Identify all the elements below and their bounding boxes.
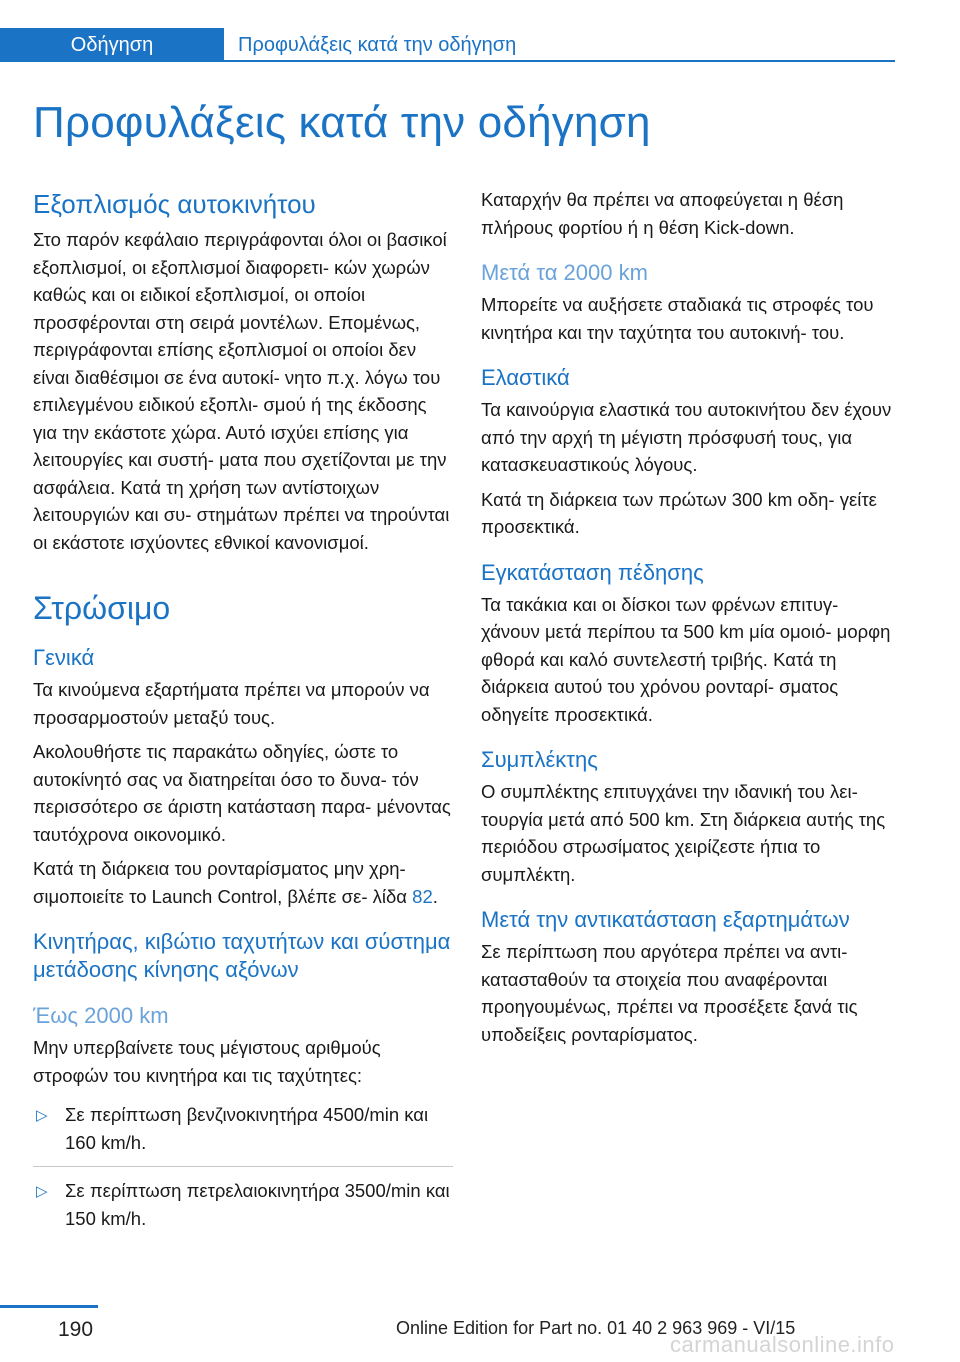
after-2000-body: Μπορείτε να αυξήσετε σταδιακά τις στροφές του κινητήρα και την ταχύτητα του αυτοκινή‐ του. <box>481 294 874 343</box>
breakin-heading: Στρώσιμο <box>33 590 171 626</box>
triangle-bullet-icon: ▷ <box>36 1107 48 1124</box>
page-link-82[interactable]: 82 <box>412 885 433 907</box>
brakes-p1: Τα τακάκια και οι δίσκοι των φρένων επιτυγ‐ χάνουν μετά περίπου τα 500 km μία ομοιό‐ μορφη φθορά και καλό συντελεστή τριβής. Κατά τη διάρκεια αυτού του χρόνου ρονταρί‐ σματος οδηγείτε προσεκτικά. <box>481 593 891 725</box>
page-header <box>0 28 895 62</box>
page-number: 190 <box>58 1318 94 1341</box>
footer-rule <box>0 1305 98 1308</box>
page-title: Προφυλάξεις κατά την οδήγηση <box>33 98 651 147</box>
chapter-tab[interactable]: Οδήγηση <box>0 28 224 62</box>
general-p1: Τα κινούμενα εξαρτήματα πρέπει να μπορούν να προσαρμοστούν μεταξύ τους. <box>33 679 430 728</box>
clutch-p1: Ο συμπλέκτης επιτυγχάνει την ιδανική του λει‐ τουργία μετά από 500 km. Στη διάρκεια αυτής της περιόδου στρωσίματος χειρίζεστε ήπια το συμπλέκτη. <box>481 781 886 885</box>
engine-body: Μην υπερβαίνετε τους μέγιστους αριθμούς στροφών του κινητήρα και τις ταχύτητες: <box>33 1037 381 1086</box>
right-column <box>481 186 901 1055</box>
equipment-body: Στο παρόν κεφάλαιο περιγράφονται όλοι οι βασικοί εξοπλισμοί, οι εξοπλισμοί διαφορετι‐ κών χωρών καθώς και οι ειδικοί εξοπλισμοί, οι οποίοι προσφέρονται στη σειρά μοντέλων. Επομένως, περιγράφονται επίσης εξοπλισμοί οι οποίοι δεν είναι διαθέσιμοι σε ένα αυτοκί‐ νητο π.χ. λόγω του επιλεγμένου ειδικού εξοπλι‐ σμού ή της έκδοσης για την εκάστοτε χώρα. Αυτό ισχύει επίσης για λειτουργίες και συστή‐ ματα που σχετίζονται με την ασφάλεια. Κατά τη χρήση των αντίστοιχων λειτουργιών και συ‐ στημάτων πρέπει να τηρούνται οι εκάστοτε ισχύοντες εθνικοί κανονισμοί. <box>33 229 450 553</box>
left-column <box>33 186 453 1242</box>
triangle-bullet-icon: ▷ <box>36 1183 48 1200</box>
tires-p2: Κατά τη διάρκεια των πρώτων 300 km οδη‐ γείτε προσεκτικά. <box>481 488 877 537</box>
clutch-heading: Συμπλέκτης <box>481 747 598 772</box>
up-to-2000-heading: Έως 2000 km <box>33 1003 169 1028</box>
parts-heading: Μετά την αντικατάσταση εξαρτημάτων <box>481 907 850 932</box>
right-intro: Καταρχήν θα πρέπει να αποφεύγεται η θέση πλήρους φορτίου ή η θέση Kick-down. <box>481 189 844 238</box>
general-p3-end: . <box>432 885 438 907</box>
parts-p1: Σε περίπτωση που αργότερα πρέπει να αντι‐ κατασταθούν τα στοιχεία που αναφέρονται προηγουμένως, πρέπει να προσέξετε ξανά τις υποδείξεις ρονταρίσματος. <box>481 941 858 1045</box>
tires-p1: Τα καινούργια ελαστικά του αυτοκινήτου δεν έχουν από την αρχή τη μέγιστη πρόσφυσή τους, για κατασκευαστικούς λόγους. <box>481 399 892 475</box>
list-divider <box>33 1166 453 1167</box>
general-p2: Ακολουθήστε τις παρακάτω οδηγίες, ώστε το αυτοκίνητό σας να διατηρείται όσο το δυνα‐ τόν περισσότερο σε άριστη κατάσταση παρα‐ μένοντας ταυτόχρονα οικονομικό. <box>33 741 451 845</box>
watermark: carmanualsonline.info <box>670 1332 895 1357</box>
brakes-heading: Εγκατάσταση πέδησης <box>481 559 704 585</box>
after-2000-heading: Μετά τα 2000 km <box>481 260 648 285</box>
tires-heading: Ελαστικά <box>481 365 570 390</box>
list-item <box>33 1177 453 1232</box>
engine-heading: Κινητήρας, κιβώτιο ταχυτήτων και σύστημα μετάδοσης κίνησης αξόνων <box>33 929 451 982</box>
header-rule <box>0 60 895 62</box>
list-item-text: Σε περίπτωση βενζινοκινητήρα 4500/min και 160 km/h. <box>65 1104 429 1153</box>
section-breadcrumb[interactable]: Προφυλάξεις κατά την οδήγηση <box>238 33 517 56</box>
equipment-heading: Εξοπλισμός αυτοκινήτου <box>33 189 316 219</box>
general-p3-text: Κατά τη διάρκεια του ρονταρίσματος μην χρη‐ σιμοποιείτε το Launch Control, βλέπε σε‐ λίδα <box>33 858 413 907</box>
list-item-text: Σε περίπτωση πετρελαιοκινητήρα 3500/min και 150 km/h. <box>65 1180 450 1229</box>
rpm-limits-list <box>33 1101 453 1232</box>
edition-note: Online Edition for Part no. 01 40 2 963 969 - VI/15 <box>396 1318 796 1338</box>
list-item <box>33 1101 453 1156</box>
general-p3 <box>33 855 453 910</box>
general-heading: Γενικά <box>33 645 95 670</box>
